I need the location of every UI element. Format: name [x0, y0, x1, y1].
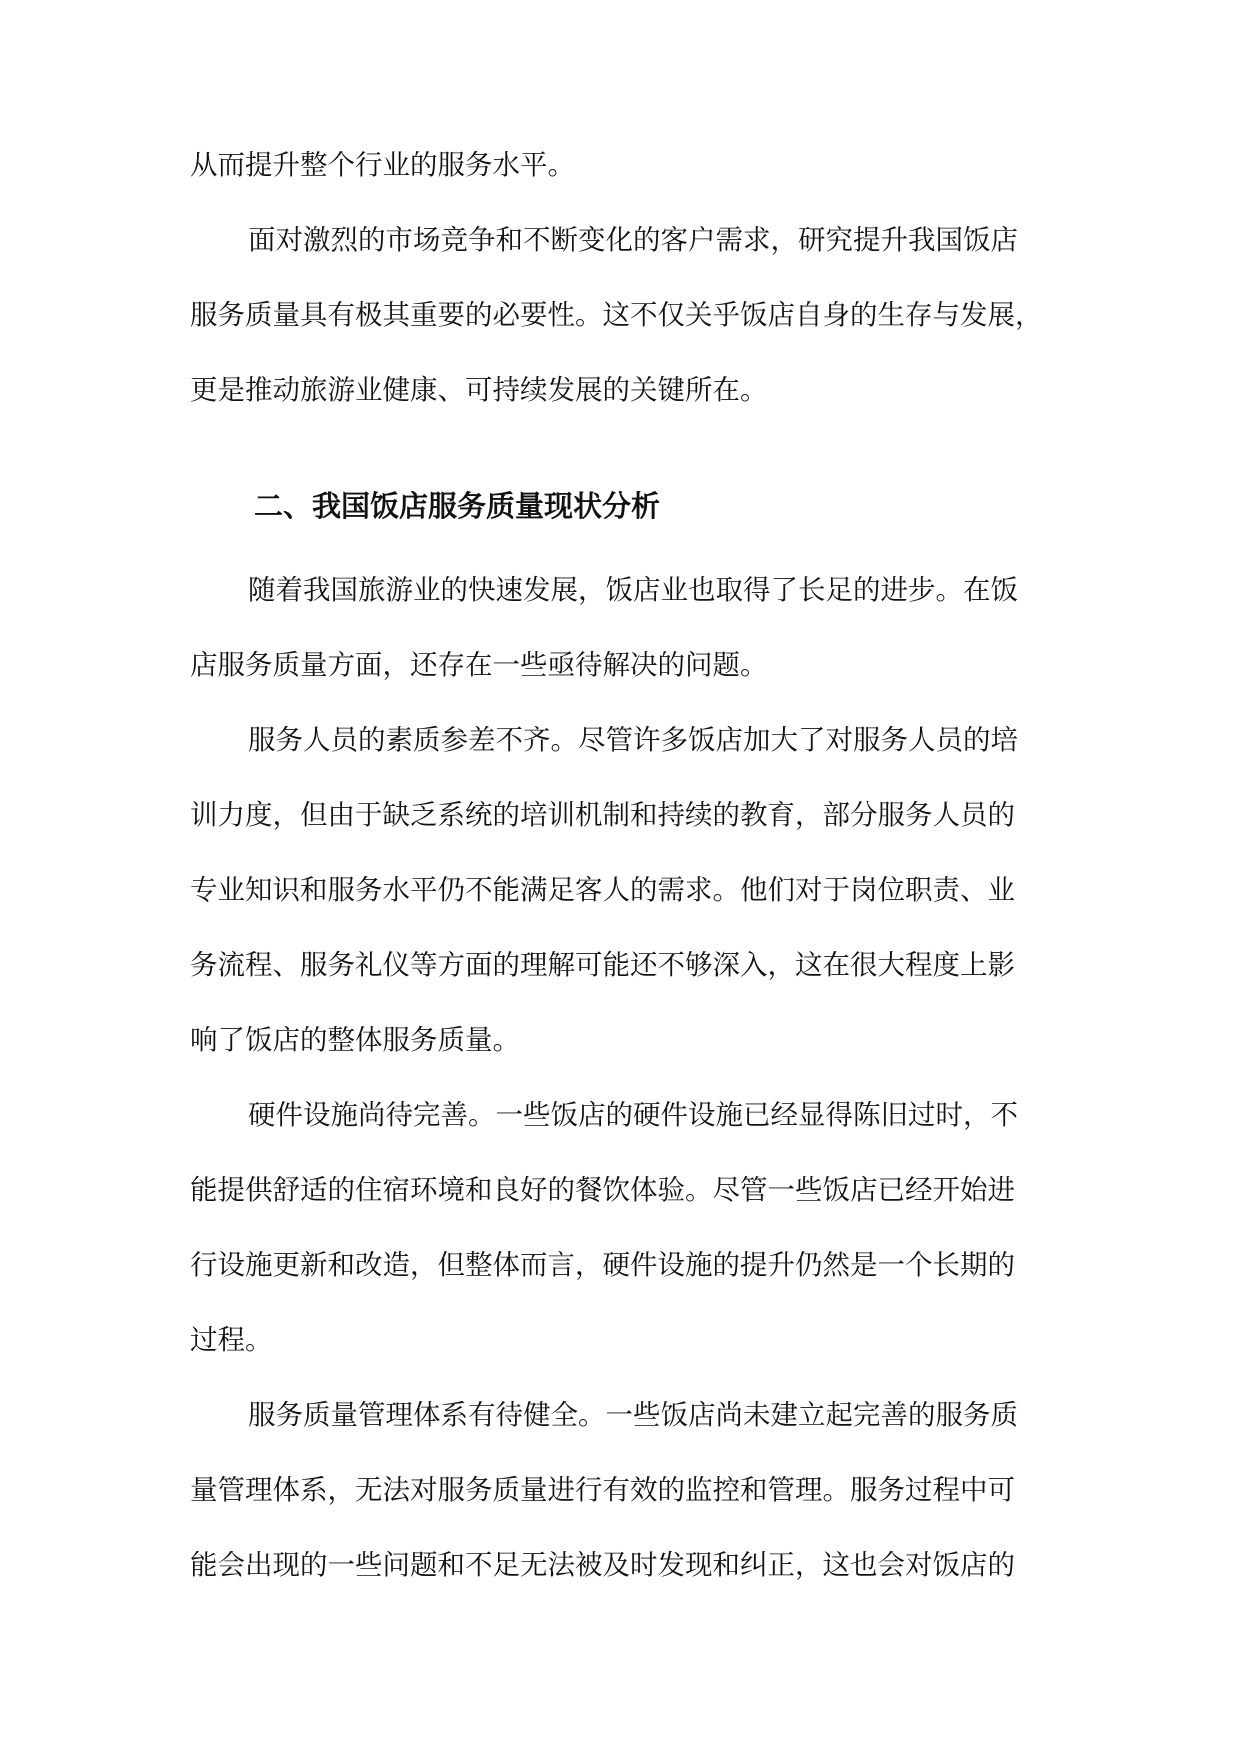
section-heading: 二、我国饭店服务质量现状分析 — [254, 489, 661, 523]
text-line: 从而提升整个行业的服务水平。 — [190, 149, 575, 181]
text-line: 随着我国旅游业的快速发展，饭店业也取得了长足的进步。在饭 — [248, 574, 1018, 606]
text-line: 专业知识和服务水平仍不能满足客人的需求。他们对于岗位职责、业 — [190, 874, 1015, 906]
text-line: 服务人员的素质参差不齐。尽管许多饭店加大了对服务人员的培 — [248, 724, 1018, 756]
text-line: 量管理体系，无法对服务质量进行有效的监控和管理。服务过程中可 — [190, 1474, 1015, 1506]
text-line: 行设施更新和改造，但整体而言，硬件设施的提升仍然是一个长期的 — [190, 1249, 1015, 1281]
text-line: 过程。 — [190, 1324, 273, 1356]
text-line: 服务质量具有极其重要的必要性。这不仅关乎饭店自身的生存与发展， — [190, 299, 1043, 331]
text-line: 硬件设施尚待完善。一些饭店的硬件设施已经显得陈旧过时，不 — [248, 1099, 1018, 1131]
text-line: 训力度，但由于缺乏系统的培训机制和持续的教育，部分服务人员的 — [190, 799, 1015, 831]
text-line: 务流程、服务礼仪等方面的理解可能还不够深入，这在很大程度上影 — [190, 949, 1015, 981]
text-line: 更是推动旅游业健康、可持续发展的关键所在。 — [190, 374, 768, 406]
text-line: 店服务质量方面，还存在一些亟待解决的问题。 — [190, 649, 768, 681]
text-line: 服务质量管理体系有待健全。一些饭店尚未建立起完善的服务质 — [248, 1399, 1018, 1431]
text-line: 能提供舒适的住宿环境和良好的餐饮体验。尽管一些饭店已经开始进 — [190, 1174, 1015, 1206]
text-line: 能会出现的一些问题和不足无法被及时发现和纠正，这也会对饭店的 — [190, 1549, 1015, 1581]
text-line: 面对激烈的市场竞争和不断变化的客户需求，研究提升我国饭店 — [248, 224, 1018, 256]
text-line: 响了饭店的整体服务质量。 — [190, 1024, 520, 1056]
